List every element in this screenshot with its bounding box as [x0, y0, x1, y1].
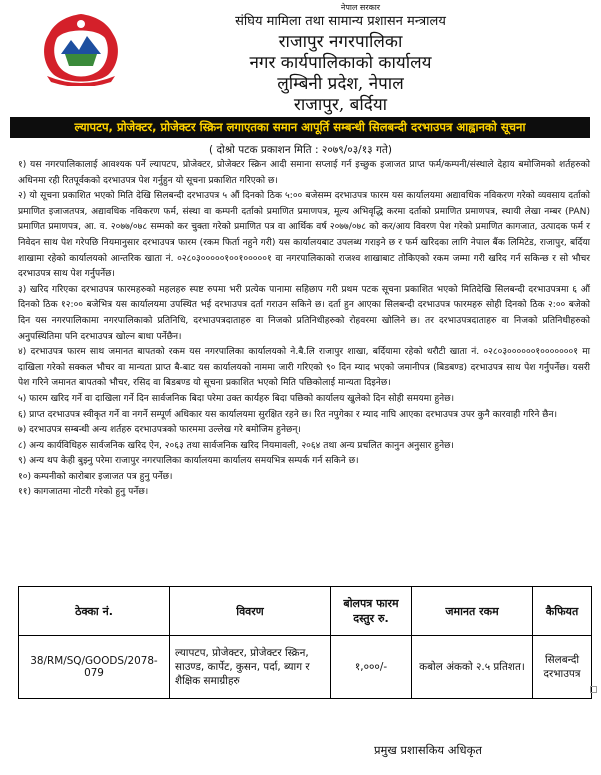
- col-header-security: जमानत रकम: [412, 587, 533, 636]
- paragraph: ८) अन्य कार्यविधिहरु सार्वजनिक खरिद ऐन, २०६३ तथा सार्वजनिक खरिद नियमावली, २०६४ तथा अन्य प्रचलित कानुन अनुसार हुनेछ।: [18, 440, 454, 451]
- tender-table: [18, 586, 592, 699]
- paragraph: ६) प्राप्त दरभाउपत्र स्वीकृत गर्ने वा नगर्ने सम्पूर्ण अधिकार यस कार्यालयमा सुरक्षित रहने छ। रित नपुगेका र म्याद नाघि आएका दरभाउपत्र उपर कुनै कारवाही गरिने छैन।: [18, 409, 558, 420]
- cell-remarks: सिलबन्दी दरभाउपत्र: [533, 636, 592, 699]
- govt-label: नेपाल सरकार: [340, 3, 381, 12]
- notice-body: [18, 158, 590, 501]
- paragraph: २) यो सूचना प्रकाशित भएको मिति देखि सिलबन्दी दरभाउपत्र ५ औं दिनको ठिक ५:०० बजेसम्म दरभाउपत्र फारम यस कार्यालयमा अद्यावधिक नविकरण गरेको व्यवसाय दर्ताको प्रमाणित इजाजतपत्र, अद्यावधिक नविकरण फर्म, संस्था वा कम्पनी दर्ताको प्रमाणित प्रमाणपत्र, मूल्य अभिवृद्धि करमा दर्ताको प्रमाणित प्रमाणपत्र, स्थायी लेखा नम्बर (PAN) प्रमाणित प्रमाणपत्र, आ. व. २०७७/०७८ सम्मको कर चुक्ता गरेको प्रमाणित पत्र वा आर्थिक वर्ष २०७७/०७८ को कर/आय विवरण पेश गरेको प्रमाणित कागजात, उत्पादक फर्म र निवेदन साथ पेश गरेपछि नियमानुसार दरभाउपत्र फारम (रकम फिर्ता नहुने गरी) यस कार्यालयबाट उपलब्ध गराइने छ र फर्म खरिदका लागि नेपाल बैंक लिमिटेड, राजापुर, बर्दिया शाखामा रहेको कार्यालयको आन्तरिक खाता नं. ०२८०३०००००१००१०००००१ वा नगरपालिकाको राजश्व शाखाबाट तोकिएको रकम जम्मा गरी खरिद गर्न सकिन्छ र सो भौचर दरभाउपत्र साथ पेश गर्नुपर्नेछ।: [18, 191, 590, 280]
- notice-banner: ल्यापटप, प्रोजेक्टर, प्रोजेक्टर स्क्रिन लगाएतका समान आपूर्ति सम्बन्धी सिलबन्दी दरभाउपत्र आह्वानको सूचना: [10, 117, 590, 138]
- paragraph: ३) खरिद गरिएका दरभाउपत्र फारमहरुको महलहरु स्पष्ट रुपमा भरी प्रत्येक पानामा सहिछाप गरी प्रथम पटक सूचना प्रकाशित भएको मितिदेखि सिलबन्दी दरभाउपत्रमा ६ औं दिनको ठिक १२:०० बजेभित्र यस कार्यालयमा उपस्थित भई दरभाउपत्र दर्ता गराउन सकिने छ। दर्ता हुन आएका सिलबन्दी दरभाउपत्र फारमहरु सोही दिनको ठिक २:०० बजेको दिन यस नगरपालिकामा नगरपालिकाको प्रतिनिधि, दरभाउपत्रदाताहरु वा निजको प्रतिनिधीहरुको रोहवरमा खोलिने छ। तर दरभाउपत्रदाताहरु वा निजको प्रतिनिधीहरुको अनुपस्थितिमा पनि दरभाउपत्र खोल्न बाधा पर्नेछैन।: [18, 284, 590, 342]
- table-resize-handle[interactable]: [590, 686, 597, 693]
- cell-description: ल्यापटप, प्रोजेक्टर, प्रोजेक्टर स्क्रिन, साउण्ड, कार्पेट, कुसन, पर्दा, ब्याग र शैक्षिक समाग्रीहरु: [170, 636, 331, 699]
- office-title: नगर कार्यपालिकाको कार्यालय: [249, 53, 432, 73]
- table-header-row: [19, 587, 592, 636]
- col-header-description: विवरण: [170, 587, 331, 636]
- cell-form-fee: १,०००/-: [331, 636, 412, 699]
- paragraph: ५) फारम खरिद गर्ने वा दाखिला गर्ने दिन सार्वजनिक बिदा परेमा उक्त कार्यहरु बिदा पछिको कार्यालय खुलेको दिन सोही समयमा हुनेछ।: [18, 393, 455, 404]
- cell-contract-no: 38/RM/SQ/GOODS/2078-079: [19, 636, 170, 699]
- cell-security: कबोल अंकको २.५ प्रतिशत।: [412, 636, 533, 699]
- signature-title: प्रमुख प्रशासकिय अधिकृत: [374, 743, 482, 757]
- table-row: [19, 636, 592, 699]
- paragraph: ९) अन्य थप केही बुझ्नु परेमा राजापुर नगरपालिका कार्यालयमा कार्यालय समयभित्र सम्पर्क गर्न सकिने छ।: [18, 456, 359, 467]
- paragraph: १) यस नगरपालिकालाई आवश्यक पर्ने ल्यापटप, प्रोजेक्टर, प्रोजेक्टर स्क्रिन आदी समाना सप्लाई गर्न इच्छुक इजाजत प्राप्त फर्म/कम्पनी/संस्थाले देहाय बमोजिमको शर्तहरुको अधिनमा रही रितपूर्वकको दरभाउपत्र पेश गर्नुहुन यो सूचना प्रकाशित गरिएको छ।: [18, 160, 590, 186]
- municipality-title: राजापुर नगरपालिका: [278, 32, 403, 52]
- paragraph: ४) दरभाउपत्र फारम साथ जमानत बापतको रकम यस नगरपालिका कार्यालयको ने.बै.लि राजापुर शाखा, बर्दियामा रहेको धरौटी खाता नं. ०२८०३००००००१०००००००१ मा दाखिला गरेको सक्कल भौचर वा मान्यता प्राप्त बै-बाट यस कार्यालयको नाममा जारी गरिएको ९० दिन म्याद भएको जमानीपत्र (बिडबण्ड) दरभाउपत्र साथ पेश गर्नुपर्नेछ। यसरी पेश गरिने जमानत बापतको भौचर, रसिद वा बिडबण्ड यो सूचना प्रकाशित भएको मिति पछिकोलाई मान्यता दिइनेछ।: [18, 347, 590, 389]
- publication-date: ( दोश्रो पटक प्रकाशन मिति : २०७९/०३/१३ गते): [209, 144, 392, 156]
- province-title: लुम्बिनी प्रदेश, नेपाल: [277, 74, 404, 94]
- place-title: राजापुर, बर्दिया: [293, 95, 388, 115]
- col-header-form-fee: बोलपत्र फारम दस्तुर रु.: [331, 587, 412, 636]
- paragraph: ७) दरभाउपत्र सम्बन्धी अन्य शर्तहरु दरभाउपत्रको फारममा उल्लेख गरे बमोजिम हुनेछन्।: [18, 425, 301, 436]
- paragraph: १०) कम्पनीको कारोबार इजाजत पत्र हुनु पर्नेछ।: [18, 471, 173, 482]
- col-header-contract-no: ठेक्का नं.: [19, 587, 170, 636]
- ministry-title: संघिय मामिला तथा सामान्य प्रशासन मन्त्रालय: [235, 14, 446, 29]
- paragraph: ११) कागजातमा नोटरी गरेको हुनु पर्नेछ।: [18, 487, 149, 498]
- col-header-remarks: कैफियत: [533, 587, 592, 636]
